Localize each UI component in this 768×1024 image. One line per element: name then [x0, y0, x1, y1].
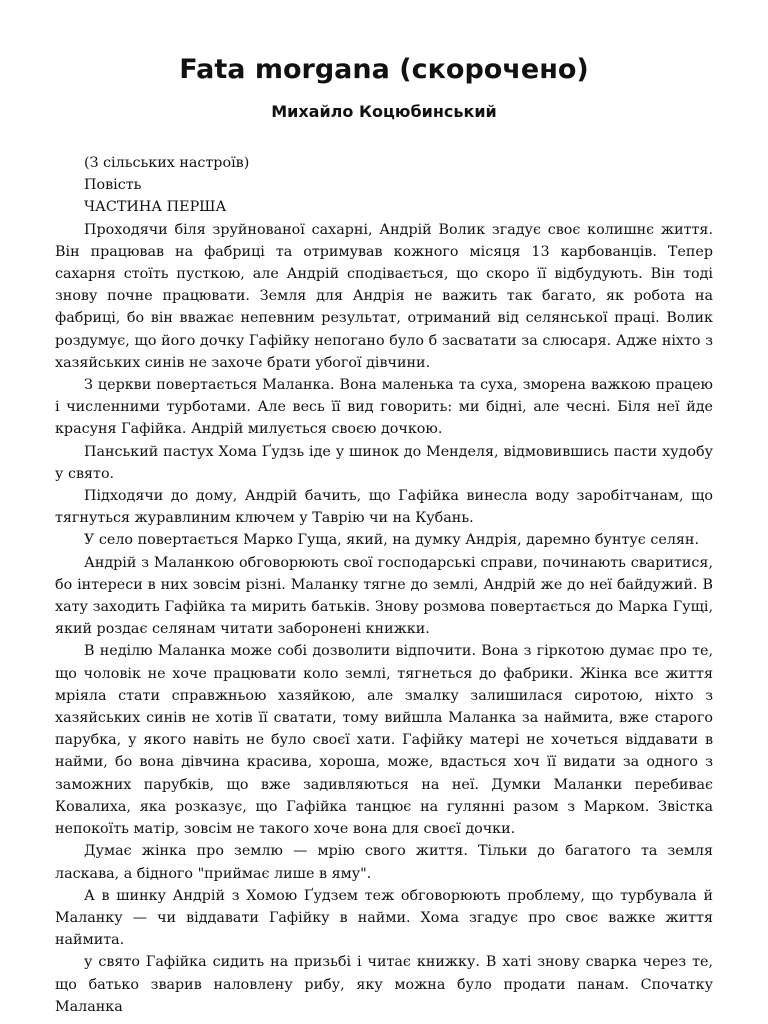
document-title: Fata morgana (скорочено) [179, 54, 589, 85]
paragraph: Проходячи біля зруйнованої сахарні, Андрій Волик згадує своє колишнє життя. Він працював на фабриці та отримував кожного місяця 13 карбованців. Тепер сахарня стоїть пусткою, але Андрій сподівається, що скоро її відбудують. Він тоді знову почне працювати. Земля для Андрія не важить так багато, як робота на фабриці, бо він вважає непевним результат, отриманий від селянської праці. Волик роздумує, що його дочку Гафійку непогано було б засватати за слюсаря. Адже ніхто з хазяйських синів не захоче брати убогої дівчини. [55, 221, 713, 371]
paragraph: А в шинку Андрій з Хомою Ґудзем теж обговорюють проблему, що турбувала й Маланку — чи віддавати Гафійку в найми. Хома згадує про своє важке життя наймита. [55, 887, 713, 949]
paragraph: З церкви повертається Маланка. Вона маленька та суха, зморена важкою працею і численними турботами. Але весь її вид говорить: ми бідні, але чесні. Біля неї йде красуня Гафійка. Андрій милується своєю дочкою. [55, 377, 713, 438]
part-heading: ЧАСТИНА ПЕРША [84, 199, 227, 216]
paragraph: Підходячи до дому, Андрій бачить, що Гафійка винесла воду заробітчанам, що тягнуться журавлиним ключем у Таврію чи на Кубань. [55, 488, 713, 527]
document-body [55, 152, 713, 1018]
paragraph: у свято Гафійка сидить на призьбі і читає книжку. В хаті знову сварка через те, що батько зварив наловлену рибу, яку можна було продати панам. Спочатку Маланка [55, 954, 713, 1015]
genre-line: Повість [84, 177, 142, 194]
paragraph: В неділю Маланка може собі дозволити відпочити. Вона з гіркотою думає про те, що чоловік не хоче працювати коло землі, тягнеться до фабрики. Жінка все життя мріяла стати справжньою хазяйкою, але змалку залишилася сиротою, ніхто з хазяйських синів не хотів її сватати, тому вийшла Маланка за наймита, вже старого парубка, у якого навіть не було своєї хати. Гафійку матері не хочеться віддавати в найми, бо вона дівчина красива, хороша, може, вдасться хоч її видати за одного з заможних парубків, що вже задивляються на неї. Думки Маланки перебиває Ковалиха, яка розказує, що Гафійка танцює на гулянні разом з Марком. Звістка непокоїть матір, зовсім не такого хоче вона для своєї дочки. [55, 643, 713, 838]
paragraph: Панський пастух Хома Ґудзь іде у шинок до Менделя, відмовившись пасти худобу у свято. [55, 443, 713, 482]
subtitle-line: (З сільських настроїв) [84, 155, 250, 171]
paragraph: У село повертається Марко Гуща, який, на думку Андрія, даремно бунтує селян. [84, 532, 699, 549]
document-author: Михайло Коцюбинський [271, 102, 497, 121]
paragraph: Думає жінка про землю — мрію свого життя. Тільки до багатого та земля ласкава, а бідного "приймає лише в яму". [55, 843, 713, 882]
paragraph: Андрій з Маланкою обговорюють свої господарські справи, починають сваритися, бо інтереси в них зовсім різні. Маланку тягне до землі, Андрій же до неї байдужий. В хату заходить Гафійка та мирить батьків. Знову розмова повертається до Марка Гущі, який роздає селянам читати заборонені книжки. [55, 554, 713, 638]
